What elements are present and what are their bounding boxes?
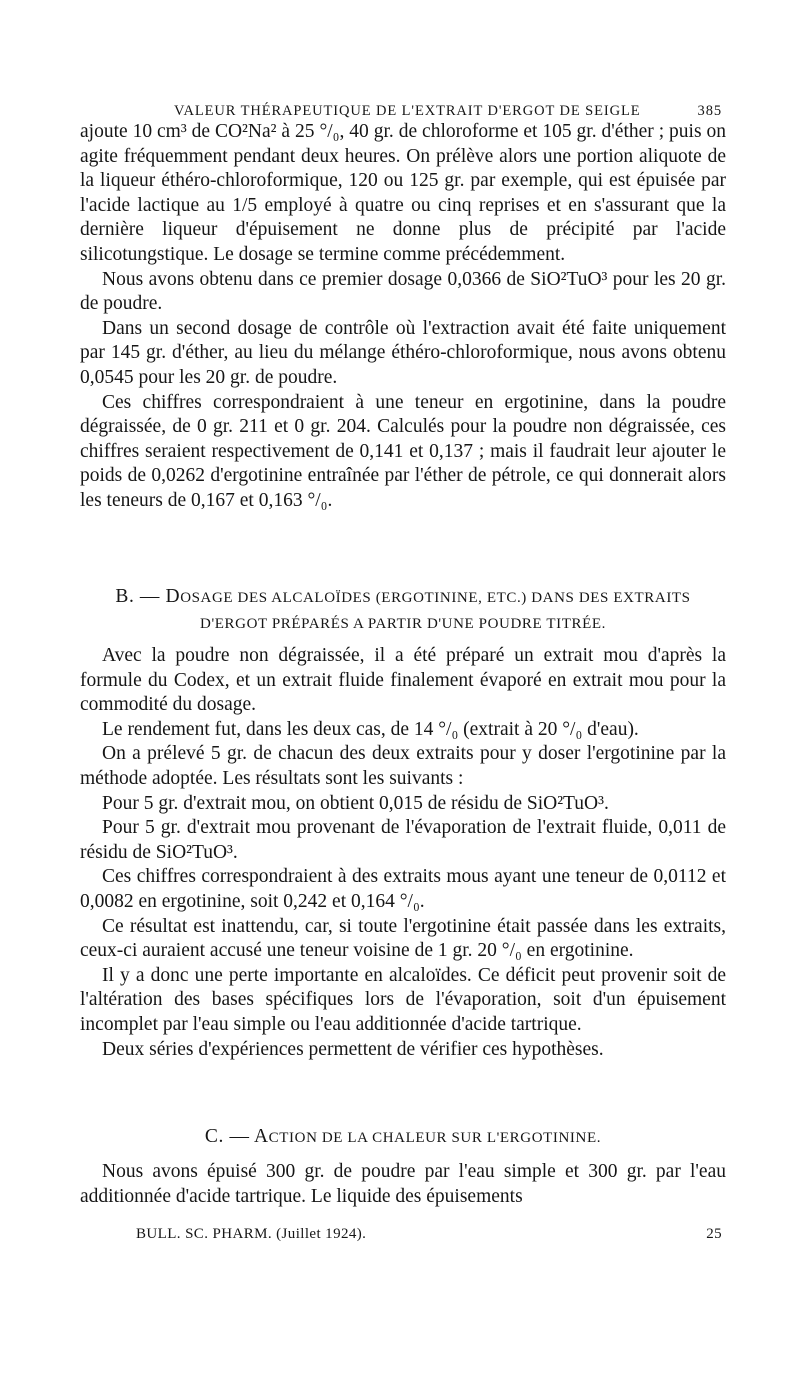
paragraph: Ce résultat est inattendu, car, si toute l'ergotinine était passée dans les extraits, ceux-ci auraient accusé une teneur voisine de 1 gr. 20 °/₀ en ergotinine. (80, 915, 726, 962)
paragraph: Pour 5 gr. d'extrait mou provenant de l'évaporation de l'extrait fluide, 0,011 de résidu de SiO²TuO³. (80, 817, 726, 863)
section-c-body (80, 1160, 726, 1209)
section-c-heading-text: CTION DE LA CHALEUR SUR L'ERGOTININE. (268, 1130, 602, 1146)
paragraph: Deux séries d'expériences permettent de vérifier ces hypothèses. (102, 1038, 604, 1060)
section-a-body (80, 120, 726, 514)
paragraph: Ces chiffres correspondraient à une teneur en ergotinine, dans la poudre dégraissée, de 0 gr. 211 et 0 gr. 204. Calculés pour la poudre non dégraissée, ces chiffres seraient respectivement de 0,141 et 0,137 ; mais il faudrait leur ajouter le poids de 0,0262 d'ergotinine entraînée par l'éther de pétrole, ce qui donnerait alors les teneurs de 0,167 et 0,163 °/₀. (80, 391, 726, 511)
section-b-initial: D (165, 586, 181, 607)
section-b-heading-line1 (80, 582, 726, 613)
running-title: VALEUR THÉRAPEUTIQUE DE L'EXTRAIT D'ERGOT DE SEIGLE (174, 103, 641, 119)
signature-mark: 25 (706, 1226, 722, 1242)
paragraph: Il y a donc une perte importante en alcaloïdes. Ce déficit peut provenir soit de l'altération des bases spécifiques lors de l'évaporation, soit d'un épuisement incomplet par l'eau simple ou l'eau additionnée d'acide tartrique. (80, 964, 726, 1035)
paragraph: Dans un second dosage de contrôle où l'extraction avait été faite uniquement par 145 gr. d'éther, au lieu du mélange éthéro-chloroformique, nous avons obtenu 0,0545 pour les 20 gr. de poudre. (80, 317, 726, 388)
paragraph: Pour 5 gr. d'extrait mou, on obtient 0,015 de résidu de SiO²TuO³. (102, 792, 609, 814)
page-number: 385 (697, 103, 722, 119)
section-b-label: B. — (115, 586, 166, 607)
section-b-heading-line2: D'ERGOT PRÉPARÉS A PARTIR D'UNE POUDRE TITRÉE. (200, 616, 606, 632)
paragraph: Nous avons épuisé 300 gr. de poudre par l'eau simple et 300 gr. par l'eau additionnée d'acide tartrique. Le liquide des épuisements (80, 1161, 726, 1207)
paragraph: ajoute 10 cm³ de CO²Na² à 25 °/₀, 40 gr. de chloroforme et 105 gr. d'éther ; puis on agite fréquemment pendant deux heures. On prélève alors une portion aliquote de la liqueur éthéro-chloroformique, 120 ou 125 gr. par exemple, qui est épuisée par l'acide lactique au 1/5 employé à quatre ou cinq reprises et en s'assurant que la dernière liqueur d'épuisement ne donne plus de précipité par l'acide silicotungstique. Le dosage se termine comme précédemment. (80, 121, 726, 265)
section-b-heading (80, 582, 726, 635)
section-b-body (80, 644, 726, 1062)
section-c-label: C. — (204, 1126, 254, 1147)
section-c-heading (80, 1122, 726, 1153)
paragraph: Ces chiffres correspondraient à des extraits mous ayant une teneur de 0,0112 et 0,0082 en ergotinine, soit 0,242 et 0,164 °/₀. (80, 866, 726, 912)
paragraph: Nous avons obtenu dans ce premier dosage 0,0366 de SiO²TuO³ pour les 20 gr. de poudre. (80, 268, 726, 315)
paragraph: On a prélevé 5 gr. de chacun des deux extraits pour y doser l'ergotinine par la méthode adoptée. Les résultats sont les suivants : (80, 743, 726, 789)
paragraph: Avec la poudre non dégraissée, il a été préparé un extrait mou d'après la formule du Codex, et un extrait fluide finalement évaporé en extrait mou pour la commodité du dosage. (80, 645, 726, 716)
section-b-heading-text: OSAGE DES ALCALOÏDES (ERGOTININE, ETC.) DANS DES EXTRAITS (180, 590, 691, 606)
journal-reference: BULL. SC. PHARM. (Juillet 1924). (136, 1226, 367, 1242)
section-c-initial: A (253, 1126, 269, 1147)
paragraph: Le rendement fut, dans les deux cas, de 14 °/₀ (extrait à 20 °/₀ d'eau). (102, 718, 639, 740)
